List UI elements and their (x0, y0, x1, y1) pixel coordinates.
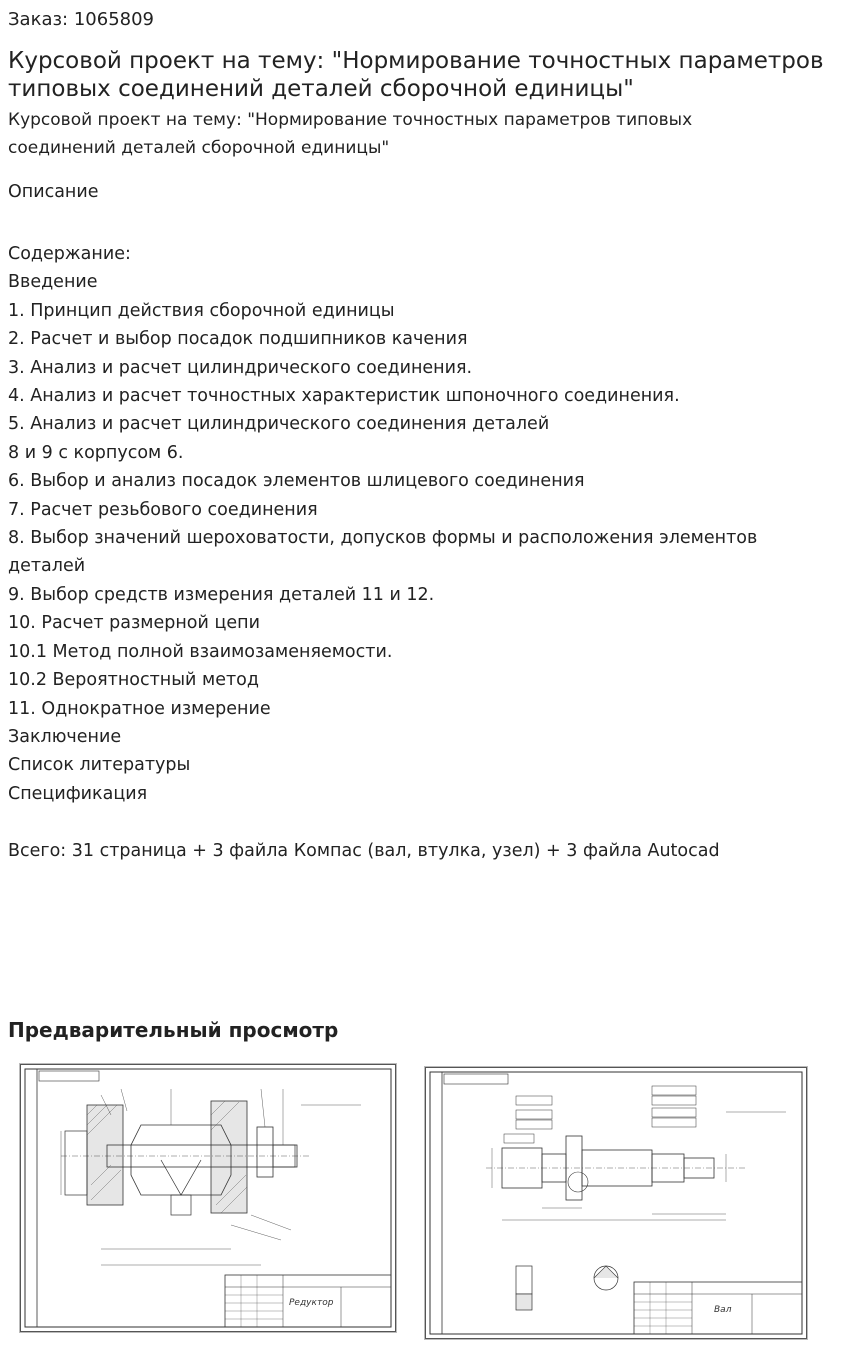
contents-item: Введение (8, 272, 98, 293)
contents-item: 8 и 9 с корпусом 6. (8, 442, 184, 463)
order-line (8, 9, 838, 31)
contents-item: 8. Выбор значений шероховатости, допусков формы и расположения элементов (8, 528, 758, 549)
contents-item: 10.2 Вероятностный метод (8, 670, 259, 691)
subtitle-line: соединений деталей сборочной единицы" (8, 138, 390, 158)
contents-item: 5. Анализ и расчет цилиндрического соединения деталей (8, 414, 550, 435)
contents-item: 3. Анализ и расчет цилиндрического соединения. (8, 357, 473, 378)
contents-item: Спецификация (8, 783, 148, 804)
contents-item: Содержание: (8, 244, 131, 264)
contents-item: 7. Расчет резьбового соединения (8, 499, 318, 520)
contents-item: деталей (8, 556, 86, 577)
contents-item: 10. Расчет размерной цепи (8, 613, 260, 634)
contents-item: Заключение (8, 726, 122, 747)
shaft-drawing (426, 1068, 806, 1338)
assembly-drawing (21, 1065, 395, 1331)
subtitle-line: Курсовой проект на тему: "Нормирование точностных параметров типовых (8, 110, 693, 130)
order-label: Заказ: (8, 9, 69, 30)
total-summary: Всего: 31 страница + 3 файла Компас (вал, втулка, узел) + 3 файла Autocad (8, 841, 720, 862)
subtitle (8, 106, 838, 162)
page-title: Курсовой проект на тему: "Нормирование точностных параметров типовых соединений деталей сборочной единицы" (8, 48, 824, 102)
preview-image-shaft[interactable] (425, 1067, 807, 1339)
stamp-title-assembly: Редуктор (289, 1298, 334, 1308)
stamp-title-shaft: Вал (714, 1305, 732, 1315)
preview-image-assembly[interactable] (20, 1064, 396, 1332)
contents-item: 11. Однократное измерение (8, 698, 271, 719)
contents-item: 10.1 Метод полной взаимозаменяемости. (8, 641, 393, 662)
order-number: 1065809 (73, 9, 155, 30)
main-content (8, 0, 838, 865)
contents-list (8, 240, 838, 808)
contents-item: 1. Принцип действия сборочной единицы (8, 300, 395, 321)
contents-item: 4. Анализ и расчет точностных характеристик шпоночного соединения. (8, 386, 680, 407)
contents-item: 9. Выбор средств измерения деталей 11 и 12. (8, 584, 435, 605)
contents-item: 6. Выбор и анализ посадок элементов шлицевого соединения (8, 471, 585, 492)
description-label: Описание (8, 182, 99, 202)
preview-heading: Предварительный просмотр (8, 1018, 339, 1042)
contents-item: Список литературы (8, 755, 191, 776)
contents-item: 2. Расчет и выбор посадок подшипников качения (8, 329, 468, 350)
